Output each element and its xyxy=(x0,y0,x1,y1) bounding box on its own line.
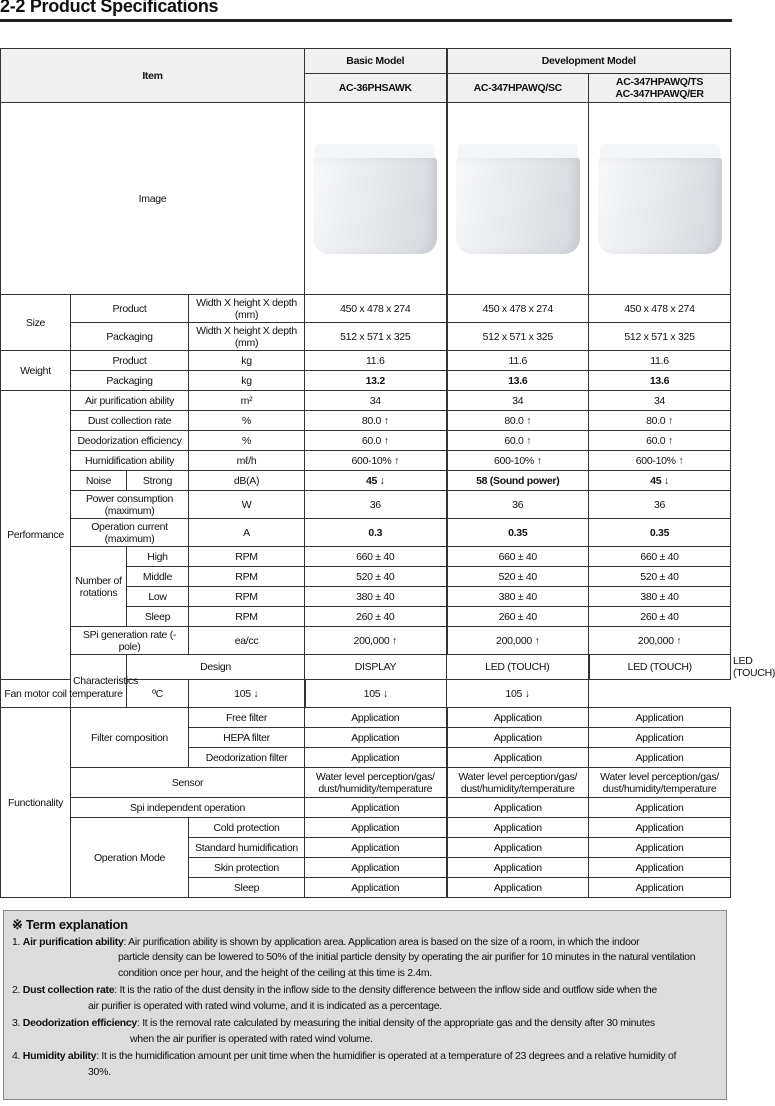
group-size: Size xyxy=(1,295,71,351)
value-cell: 512 x 571 x 325 xyxy=(447,323,589,351)
value-cell: Application xyxy=(589,858,731,878)
value-cell: Application xyxy=(589,798,731,818)
row-sublabel: Middle xyxy=(127,567,189,587)
row-unit: RPM xyxy=(189,547,305,567)
value-cell: Application xyxy=(305,818,447,838)
row-label: SPi generation rate (- pole) xyxy=(71,627,189,655)
value-cell: 260 ± 40 xyxy=(305,607,447,627)
value-cell: 13.6 xyxy=(589,371,731,391)
value-cell: Application xyxy=(589,878,731,898)
term-item: 1. Air purification ability: Air purification ability is shown by application area. Application area is based on the size of a room, in which the indoor particle density can be lowered to 50% of the initial particle density by operating the air purifier for 10 minutes in the natural ventilation condition once per hour, and the height of the ceiling at this time is 2.4m. xyxy=(12,935,696,979)
row-label: Fan motor coil temperature xyxy=(1,680,127,708)
value-cell: Application xyxy=(447,858,589,878)
term-item: 3. Deodorization efficiency: It is the removal rate calculated by measuring the initial density of the appropriate gas and the density after 30 minutes when the air purifier is operated with rated wind volume. xyxy=(12,1017,655,1045)
value-cell: Application xyxy=(305,858,447,878)
row-unit: m² xyxy=(189,391,305,411)
row-label: Dust collection rate xyxy=(71,411,189,431)
row-label: Spi independent operation xyxy=(71,798,305,818)
header-model-3: AC-347HPAWQ/TS AC-347HPAWQ/ER xyxy=(589,74,731,103)
value-cell: Application xyxy=(589,728,731,748)
row-label: Power consumption (maximum) xyxy=(71,491,189,519)
group-characteristics: Characteristics xyxy=(71,655,127,708)
row-unit: mℓ/h xyxy=(189,451,305,471)
value-cell: 58 (Sound power) xyxy=(447,471,589,491)
product-image xyxy=(589,103,731,295)
row-label: Product xyxy=(71,351,189,371)
row-sublabel: Cold protection xyxy=(189,818,305,838)
value-cell: 450 x 478 x 274 xyxy=(589,295,731,323)
value-cell: Application xyxy=(447,838,589,858)
row-sublabel: High xyxy=(127,547,189,567)
row-sublabel: Low xyxy=(127,587,189,607)
row-unit: % xyxy=(189,431,305,451)
value-cell: 13.2 xyxy=(305,371,447,391)
value-cell: 45 ↓ xyxy=(305,471,447,491)
value-cell: Water level perception/gas/ dust/humidity/temperature xyxy=(305,768,447,798)
value-cell: 60.0 ↑ xyxy=(589,431,731,451)
value-cell: 36 xyxy=(305,491,447,519)
value-cell: 450 x 478 x 274 xyxy=(305,295,447,323)
row-label: Humidification ability xyxy=(71,451,189,471)
row-label: Design xyxy=(127,655,305,680)
value-cell: 60.0 ↑ xyxy=(447,431,589,451)
row-unit: dB(A) xyxy=(189,471,305,491)
value-cell: 520 ± 40 xyxy=(305,567,447,587)
value-cell: 60.0 ↑ xyxy=(305,431,447,451)
value-cell: 11.6 xyxy=(589,351,731,371)
group-weight: Weight xyxy=(1,351,71,391)
row-unit: RPM xyxy=(189,587,305,607)
row-sublabel: Standard humidification xyxy=(189,838,305,858)
spec-table: Item Basic Model Development Model AC-36PHSAWK AC-347HPAWQ/SC AC-347HPAWQ/TS AC-347HPAWQ/ER Image Size Product Width X height X depth (mm) 450 x 478 x 274 450 x 478 x 274 450 x 478 x 274 Packaging Width X height X depth (mm) 512 x 571 x 325 512 x 571 x 325 512 x 571 x 325 Weight Product kg 11.6 11.6 11.6 Packaging kg 13.2 13.6 13.6 Performance Air purification ability m² 34 34 34 Dust collection rate % 80.0 ↑ 80.0 ↑ 80.0 ↑ Deodorization efficiency % 60.0 ↑ 60.0 ↑ 60.0 ↑ Humidification ability mℓ/h 600-10% ↑ 600-10% ↑ 600-10% ↑ Noise Strong dB(A) 45 ↓ 58 (Sound power) 45 ↓ Power consumption (maximum) W 36 36 36 Operation current (maximum) A 0.3 0.35 0.35 Number of rotations High RPM 660 ± 40 660 ± 40 660 ± 40 Middle RPM 520 ± 40 520 ± 40 520 ± 40 Low RPM 380 ± 40 380 ± 40 380 ± 40 Sleep RPM 260 ± 40 260 ± 40 260 ± 40 SPi generation rate (- pole) ea/cc 200,000 ↑ 200,000 ↑ 200,000 ↑ Characteristics Design DISPLAY LED (TOUCH) LED (TOUCH) LED (TOUCH) Fan motor coil temperature ºC 105 ↓ 105 ↓ 105 ↓ Functionality Filter composition Free filter Application Application Application HEPA filter Application Application Application Deodorization filter Application Application Application Sensor Water level perception/gas/ dust/humidity/temperature Water level perception/gas/ dust/humidity/temperature Water level perception/gas/ dust/humidity/temperature Spi independent operation Application Application Application Operation Mode Cold protection Application Application Application Standard humidification Application Application Application Skin protection Application Application Application Sleep Application Application Application xyxy=(0,48,731,898)
value-cell: 520 ± 40 xyxy=(447,567,589,587)
value-cell: LED (TOUCH) xyxy=(447,655,589,680)
row-label: Packaging xyxy=(71,371,189,391)
value-cell: 600-10% ↑ xyxy=(447,451,589,471)
value-cell: 200,000 ↑ xyxy=(589,627,731,655)
value-cell: 105 ↓ xyxy=(447,680,589,708)
row-label: Sensor xyxy=(71,768,305,798)
term-name: Air purification ability xyxy=(22,935,124,948)
row-label: Operation current (maximum) xyxy=(71,519,189,547)
group-performance: Performance xyxy=(1,391,71,680)
row-unit: Width X height X depth (mm) xyxy=(189,323,305,351)
value-cell: Application xyxy=(447,878,589,898)
row-unit: A xyxy=(189,519,305,547)
row-unit: DISPLAY xyxy=(305,655,447,680)
term-explanation-box xyxy=(3,910,727,1100)
value-cell: 0.35 xyxy=(589,519,731,547)
value-cell: 36 xyxy=(589,491,731,519)
row-label-rotations: Number of rotations xyxy=(71,547,127,627)
value-cell: 80.0 ↑ xyxy=(589,411,731,431)
value-cell: Application xyxy=(447,748,589,768)
value-cell: Application xyxy=(589,708,731,728)
value-cell: 380 ± 40 xyxy=(305,587,447,607)
value-cell: 34 xyxy=(589,391,731,411)
value-cell: 34 xyxy=(305,391,447,411)
value-cell: Application xyxy=(305,708,447,728)
value-cell: 260 ± 40 xyxy=(589,607,731,627)
value-cell: 11.6 xyxy=(447,351,589,371)
value-cell: Application xyxy=(305,748,447,768)
value-cell: Water level perception/gas/ dust/humidity/temperature xyxy=(589,768,731,798)
value-cell: 200,000 ↑ xyxy=(447,627,589,655)
header-development-model: Development Model xyxy=(447,49,731,74)
page-title: 2-2 Product Specifications xyxy=(0,0,219,16)
value-cell: 105 ↓ xyxy=(189,680,305,708)
value-cell: Application xyxy=(305,728,447,748)
row-unit: ºC xyxy=(127,680,189,708)
row-unit: W xyxy=(189,491,305,519)
value-cell: Application xyxy=(447,818,589,838)
header-item: Item xyxy=(1,49,305,103)
row-sublabel: Skin protection xyxy=(189,858,305,878)
value-cell: 380 ± 40 xyxy=(589,587,731,607)
header-model-2: AC-347HPAWQ/SC xyxy=(447,74,589,103)
term-name: Deodorization efficiency xyxy=(22,1017,137,1029)
value-cell: 80.0 ↑ xyxy=(447,411,589,431)
row-label: Noise xyxy=(71,471,127,491)
value-cell: 512 x 571 x 325 xyxy=(305,323,447,351)
value-cell: 45 ↓ xyxy=(589,471,731,491)
header-basic-model: Basic Model xyxy=(305,49,447,74)
value-cell: Water level perception/gas/ dust/humidity/temperature xyxy=(447,768,589,798)
value-cell: Application xyxy=(589,838,731,858)
term-item: 4. Humidity ability: It is the humidification amount per unit time when the humidifier is operated at a temperature of 23 degrees and a relative humidity of 30%. xyxy=(12,1050,677,1078)
row-sublabel: Free filter xyxy=(189,708,305,728)
value-cell: 512 x 571 x 325 xyxy=(589,323,731,351)
row-label: Deodorization efficiency xyxy=(71,431,189,451)
value-cell: Application xyxy=(305,798,447,818)
row-sublabel: Strong xyxy=(127,471,189,491)
term-item: 2. Dust collection rate: It is the ratio of the dust density in the inflow side to the density difference between the inflow side and outflow side when the air purifier is operated with rated wind volume, and it is indicated as a percentage. xyxy=(12,984,657,1012)
row-label-operation-mode: Operation Mode xyxy=(71,818,189,898)
row-label: Air purification ability xyxy=(71,391,189,411)
value-cell: 105 ↓ xyxy=(305,680,447,708)
row-label: Packaging xyxy=(71,323,189,351)
value-cell: 34 xyxy=(447,391,589,411)
row-unit: Width X height X depth (mm) xyxy=(189,295,305,323)
value-cell: 80.0 ↑ xyxy=(305,411,447,431)
header-model-1: AC-36PHSAWK xyxy=(305,74,447,103)
value-cell: 660 ± 40 xyxy=(305,547,447,567)
row-sublabel: Deodorization filter xyxy=(189,748,305,768)
value-cell: 660 ± 40 xyxy=(589,547,731,567)
row-sublabel: Sleep xyxy=(189,878,305,898)
value-cell: 11.6 xyxy=(305,351,447,371)
value-cell: 600-10% ↑ xyxy=(305,451,447,471)
value-cell: Application xyxy=(447,708,589,728)
value-cell: 380 ± 40 xyxy=(447,587,589,607)
title-rule xyxy=(0,19,732,22)
value-cell: 200,000 ↑ xyxy=(305,627,447,655)
value-cell: 260 ± 40 xyxy=(447,607,589,627)
term-name: Dust collection rate xyxy=(22,984,115,996)
value-cell: Application xyxy=(447,728,589,748)
row-unit: RPM xyxy=(189,607,305,627)
row-sublabel: HEPA filter xyxy=(189,728,305,748)
row-unit: kg xyxy=(189,351,305,371)
value-cell: Application xyxy=(589,748,731,768)
value-cell: 600-10% ↑ xyxy=(589,451,731,471)
product-image xyxy=(305,103,447,295)
value-cell: Application xyxy=(447,798,589,818)
value-cell: 520 ± 40 xyxy=(589,567,731,587)
row-unit: ea/cc xyxy=(189,627,305,655)
row-label-filter-composition: Filter composition xyxy=(71,708,189,768)
row-sublabel: Sleep xyxy=(127,607,189,627)
value-cell: 0.35 xyxy=(447,519,589,547)
row-unit: RPM xyxy=(189,567,305,587)
term-explanation-title: ※ Term explanation xyxy=(12,917,128,932)
value-cell: Application xyxy=(589,818,731,838)
value-cell: 13.6 xyxy=(447,371,589,391)
term-name: Humidity ability xyxy=(22,1050,97,1062)
value-cell: 450 x 478 x 274 xyxy=(447,295,589,323)
image-label: Image xyxy=(1,103,305,295)
value-cell: Application xyxy=(305,878,447,898)
value-cell: 0.3 xyxy=(305,519,447,547)
value-cell: Application xyxy=(305,838,447,858)
value-cell: 660 ± 40 xyxy=(447,547,589,567)
value-cell: 36 xyxy=(447,491,589,519)
group-functionality: Functionality xyxy=(1,708,71,898)
row-unit: % xyxy=(189,411,305,431)
row-label: Product xyxy=(71,295,189,323)
value-cell: LED (TOUCH) xyxy=(589,655,731,680)
product-image xyxy=(447,103,589,295)
row-unit: kg xyxy=(189,371,305,391)
